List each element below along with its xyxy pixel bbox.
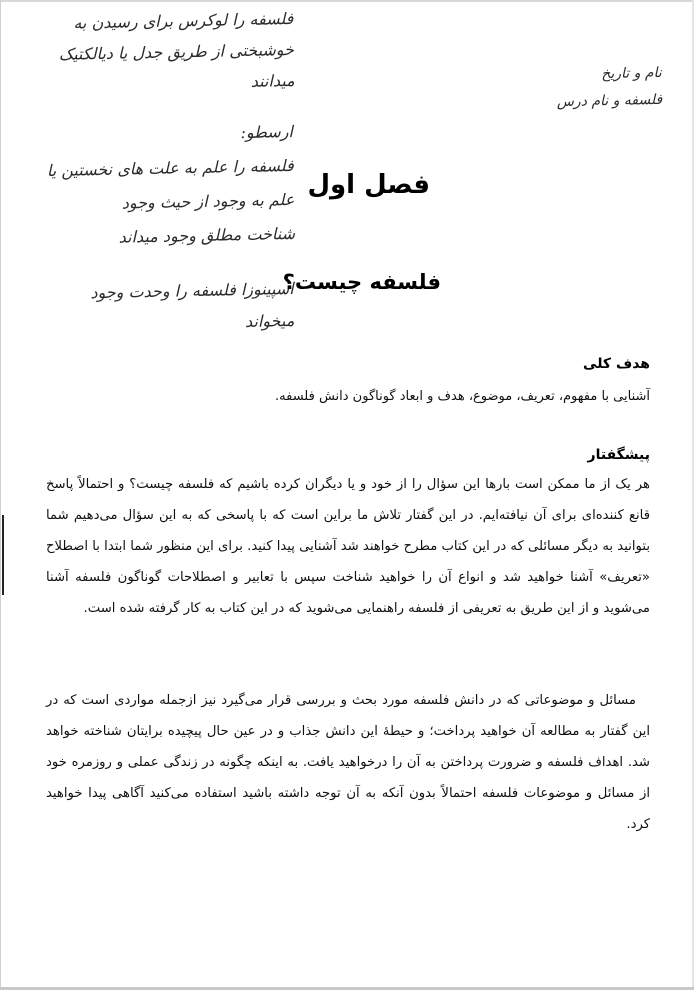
handwritten-line: شناخت مطلق وجود میداند <box>118 223 296 247</box>
scan-edge-left <box>0 0 1 990</box>
goal-heading: هدف کلی <box>583 356 650 372</box>
handwritten-line: نام و تاریخ <box>601 64 662 83</box>
binding-mark <box>2 515 4 595</box>
handwritten-line: میخواند <box>244 310 295 331</box>
intro-paragraph-1: هر یک از ما ممکن است بارها این سؤال را از خود و یا دیگران کرده باشیم که فلسفه چیست؟ و احتمالاً پاسخ قانع کننده‌ای برای آن نیافته‌ایم. در این گفتار تلاش ما براین است که با پاسخی که به این سؤال می‌دهیم شما بتوانید به دیگر مسائلی که در این کتاب مطرح خواهند شد آشنایی پیدا کنید. برای این منظور شما ابتدا با اصطلاح «تعریف» آشنا خواهید شد و انواع آن را خواهید شناخت سپس با تعابیر و اصطلاحات گوناگون فلسفه آشنا می‌شوید و از این طریق به تعریفی از فلسفه راهنمایی می‌شوید که در این کتاب به کار گرفته شده است. <box>46 477 650 616</box>
handwritten-line: خوشبختی از طریق جدل یا دیالکتیک <box>58 39 295 64</box>
goal-text: آشنایی با مفهوم، تعریف، موضوع، هدف و ابعاد گوناگون دانش فلسفه. <box>275 389 650 404</box>
lesson-title: فلسفه چیست؟ <box>282 270 441 294</box>
chapter-title: فصل اول <box>307 170 430 200</box>
handwritten-line: فلسفه را علم به علت های نخستین یا <box>46 155 294 181</box>
scan-edge-top <box>0 0 694 2</box>
handwritten-line: اسپینوزا فلسفه را وحدت وجود <box>90 278 294 303</box>
handwritten-line: میدانند <box>250 70 295 91</box>
handwritten-note-middle-left <box>3 115 296 257</box>
handwritten-line: فلسفه و نام درس <box>556 91 663 111</box>
handwritten-note-top-left <box>3 3 295 102</box>
handwritten-note-bottom-left <box>3 273 294 343</box>
handwritten-note-top-right <box>461 60 662 118</box>
intro-paragraph-2: مسائل و موضوعاتی که در دانش فلسفه مورد بحث و بررسی قرار می‌گیرد نیز ازجمله مواردی است که در این گفتار به مطالعه آن خواهید پرداخت؛ و حیطهٔ این دانش جذاب و در عین حال پیچیده برایتان شناخته خواهد شد. اهداف فلسفه و ضرورت پرداختن به آن را درخواهید یافت. به اینکه چگونه در زندگی عملی و روزمره خود از مسائل و موضوعات فلسفه احتمالاً بدون آنکه به آن توجه داشته باشید استفاده می‌کنید آگاهی پیدا خواهید کرد. <box>46 693 650 832</box>
handwritten-line: علم به وجود از حیث وجود <box>121 189 295 213</box>
handwritten-line: فلسفه را لوکرس برای رسیدن به <box>73 8 294 33</box>
intro-heading: پیشگفتار <box>587 447 650 463</box>
handwritten-line: ارسطو: <box>240 121 294 143</box>
